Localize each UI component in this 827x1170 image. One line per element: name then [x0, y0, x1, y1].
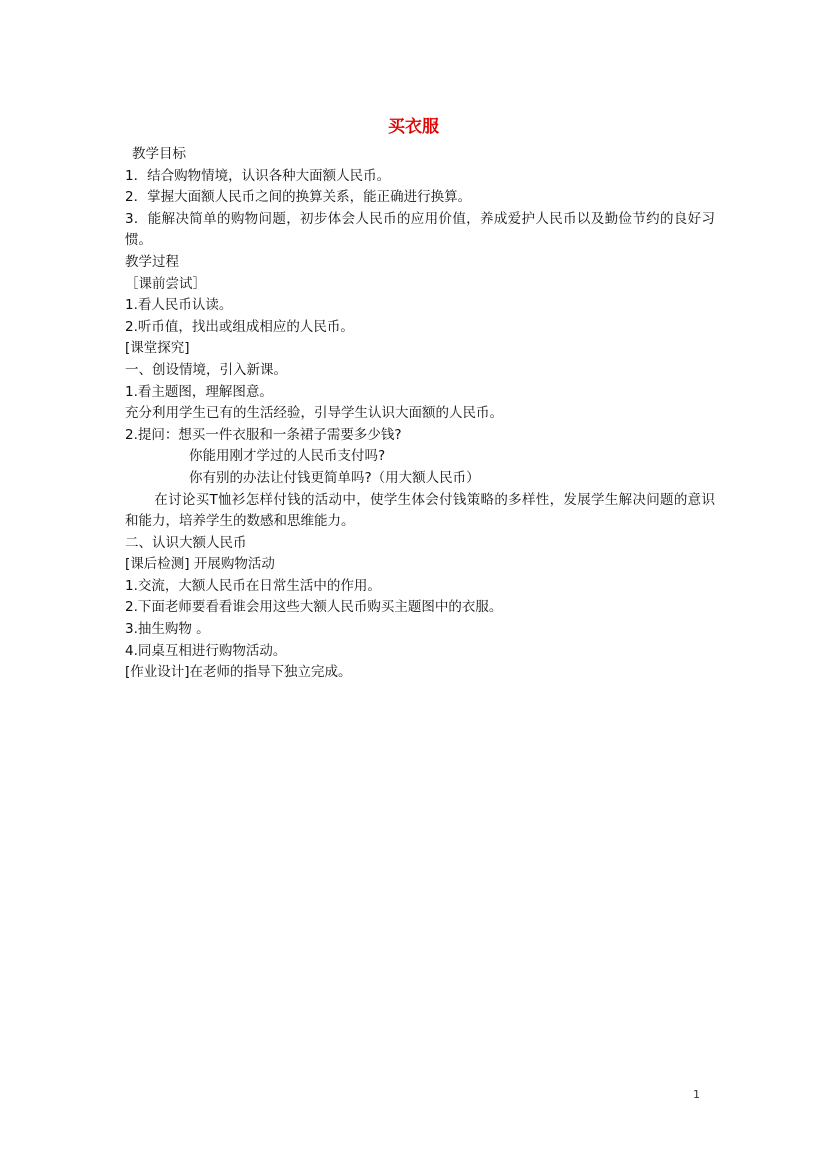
- subsection-heading: ［课前尝试］: [125, 275, 206, 292]
- section-heading-objectives: 教学目标: [132, 146, 186, 162]
- document-title: 买衣服: [388, 117, 439, 137]
- process-question: 你能用刚才学过的人民币支付吗?: [189, 448, 386, 465]
- objective-item: 2．掌握大面额人民币之间的换算关系，能正确进行换算。: [125, 189, 472, 206]
- process-item: 1.交流，大额人民币在日常生活中的作用。: [125, 577, 381, 594]
- subsection-heading: [课堂探究]: [125, 340, 190, 357]
- objective-item: 1．结合购物情境，认识各种大面额人民币。: [125, 167, 391, 184]
- homework-item: [作业设计]在老师的指导下独立完成。: [125, 664, 352, 681]
- section-heading-process: 教学过程: [125, 253, 179, 270]
- objective-item: 3．能解决简单的购物问题，初步体会人民币的应用价值，养成爱护人民币以及勤俭节约的良好习惯。: [125, 210, 715, 249]
- process-paragraph-text: 在讨论买T恤衫怎样付钱的活动中，使学生体会付钱策略的多样性，发展学生解决问题的意识和能力，培养学生的数感和思维能力。: [125, 491, 715, 530]
- process-paragraph: [125, 490, 715, 533]
- process-item: 3.抽生购物 。: [125, 621, 210, 638]
- page-number: 1: [693, 1088, 700, 1101]
- process-item: 4.同桌互相进行购物活动。: [125, 642, 287, 659]
- process-item: 1.看人民币认读。: [125, 297, 233, 314]
- process-question: 你有别的办法让付钱更简单吗?（用大额人民币）: [189, 469, 480, 486]
- process-item: 二、认识大额人民币: [125, 534, 247, 551]
- process-item: 充分利用学生已有的生活经验，引导学生认识大面额的人民币。: [125, 405, 503, 422]
- subsection-heading: [课后检测] 开展购物活动: [125, 556, 275, 573]
- process-item: 2.提问：想买一件衣服和一条裙子需要多少钱?: [125, 426, 402, 443]
- process-item: 1.看主题图，理解图意。: [125, 383, 273, 400]
- process-item: 一、创设情境，引入新课。: [125, 361, 287, 378]
- document-body: [125, 144, 715, 684]
- process-item: 2.下面老师要看看谁会用这些大额人民币购买主题图中的衣服。: [125, 599, 503, 616]
- process-item: 2.听币值，找出或组成相应的人民币。: [125, 318, 354, 335]
